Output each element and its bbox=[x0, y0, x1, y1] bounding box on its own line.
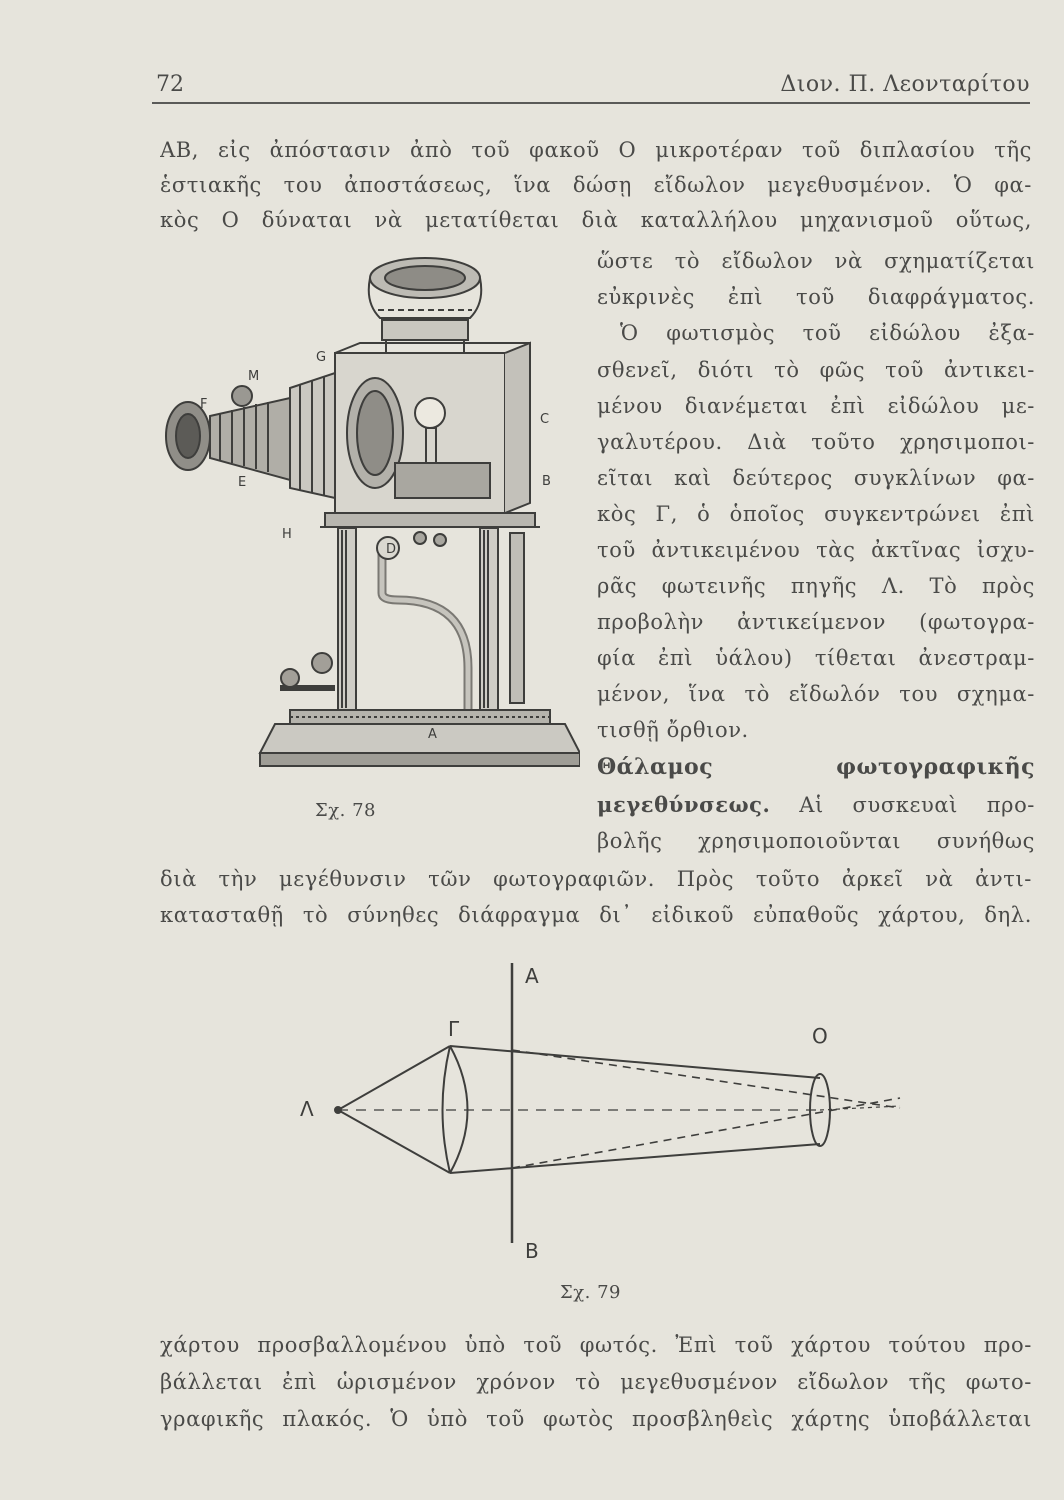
body-line: προβολὴν ἀντικείμενον (φωτογρα- bbox=[597, 610, 1035, 634]
body-line: γραφικῆς πλακός. Ὁ ὑπὸ τοῦ φωτὸς προσβληθεὶς χάρτης ὑποβάλλεται bbox=[160, 1407, 1032, 1431]
page-number: 72 bbox=[156, 72, 184, 97]
body-line: γαλυτέρου. Διὰ τοῦτο χρησιμοποι- bbox=[597, 430, 1035, 454]
body-line: εῖται καὶ δεύτερος συγκλίνων φα- bbox=[597, 466, 1035, 490]
body-line: ἑστιακῆς του ἀποστάσεως, ἵνα δώσῃ εἴδωλον μεγεθυσμένον. Ὁ φα- bbox=[160, 173, 1032, 197]
running-head bbox=[152, 70, 1030, 104]
label-gamma: Γ bbox=[448, 1017, 460, 1041]
label-lambda: Λ bbox=[300, 1097, 314, 1121]
body-line: τοῦ ἀντικειμένου τὰς ἀκτῖνας ἰσχυ- bbox=[597, 538, 1035, 562]
body-line: διὰ τὴν μεγέθυνσιν τῶν φωτογραφιῶν. Πρὸς τοῦτο ἀρκεῖ νὰ ἀντι- bbox=[160, 867, 1032, 891]
body-line: ρᾶς φωτεινῆς πηγῆς Λ. Τὸ πρὸς bbox=[597, 574, 1035, 598]
body-text: Αἱ συσκευαὶ προ- bbox=[799, 793, 1035, 817]
body-line: σθενεῖ, διότι τὸ φῶς τοῦ ἀντικει- bbox=[597, 358, 1035, 382]
body-line: ΑΒ, εἰς ἀπόστασιν ἀπὸ τοῦ φακοῦ Ο μικροτέραν τοῦ διπλασίου τῆς bbox=[160, 138, 1032, 162]
label-d: D bbox=[386, 542, 397, 557]
body-line: κὸς Γ, ὁ ὁποῖος συγκεντρώνει ἐπὶ bbox=[597, 502, 1035, 526]
label-beta: Β bbox=[525, 1239, 539, 1258]
label-o: Ο bbox=[812, 1024, 828, 1048]
figure-caption: Σχ. 78 bbox=[315, 800, 376, 821]
body-line: τισθῇ ὄρθιον. bbox=[597, 718, 749, 742]
label-f: F bbox=[200, 397, 208, 412]
label-h: H bbox=[282, 527, 292, 542]
label-e: E bbox=[238, 475, 247, 490]
section-heading-cont: μεγεθύνσεως. bbox=[597, 792, 771, 817]
body-line: βάλλεται ἐπὶ ὡρισμένον χρόνον τὸ μεγεθυσμένον εἴδωλον τῆς φωτο- bbox=[160, 1370, 1032, 1394]
optics-diagram bbox=[280, 958, 920, 1258]
label-g: G bbox=[316, 350, 327, 365]
label-c: C bbox=[540, 412, 550, 427]
body-line: κατασταθῇ τὸ σύνηθες διάφραγμα δι᾽ εἰδικοῦ εὐπαθοῦς χάρτου, δηλ. bbox=[160, 903, 1032, 927]
body-line: μένου διανέμεται ἐπὶ εἰδώλου με- bbox=[597, 394, 1035, 418]
section-heading: Θάλαμος φωτογραφικῆς bbox=[597, 754, 1035, 780]
projector-illustration bbox=[150, 248, 580, 788]
body-line: κὸς Ο δύναται νὰ μετατίθεται διὰ καταλλήλου μηχανισμοῦ οὕτως, bbox=[160, 208, 1032, 232]
label-m: M bbox=[248, 369, 260, 384]
body-line: ὥστε τὸ εἴδωλον νὰ σχηματίζεται bbox=[597, 249, 1035, 273]
label-b: B bbox=[542, 474, 551, 489]
body-line: Ὁ φωτισμὸς τοῦ εἰδώλου ἐξα- bbox=[620, 321, 1035, 345]
body-line: χάρτου προσβαλλομένου ὑπὸ τοῦ φωτός. Ἐπὶ τοῦ χάρτου τούτου προ- bbox=[160, 1333, 1032, 1357]
author-header: Διον. Π. Λεονταρίτου bbox=[780, 72, 1030, 97]
label-alpha: Α bbox=[525, 964, 539, 988]
body-line: φία ἐπὶ ὑάλου) τίθεται ἀνεστραμ- bbox=[597, 646, 1035, 670]
body-line: βολῆς χρησιμοποιοῦνται συνήθως bbox=[597, 829, 1035, 853]
body-line: μένον, ἵνα τὸ εἴδωλόν του σχημα- bbox=[597, 682, 1035, 706]
section-heading-line bbox=[597, 790, 1035, 820]
label-a: A bbox=[428, 727, 437, 742]
body-line: εὐκρινὲς ἐπὶ τοῦ διαφράγματος. bbox=[597, 285, 1035, 309]
figure-caption: Σχ. 79 bbox=[560, 1282, 621, 1303]
